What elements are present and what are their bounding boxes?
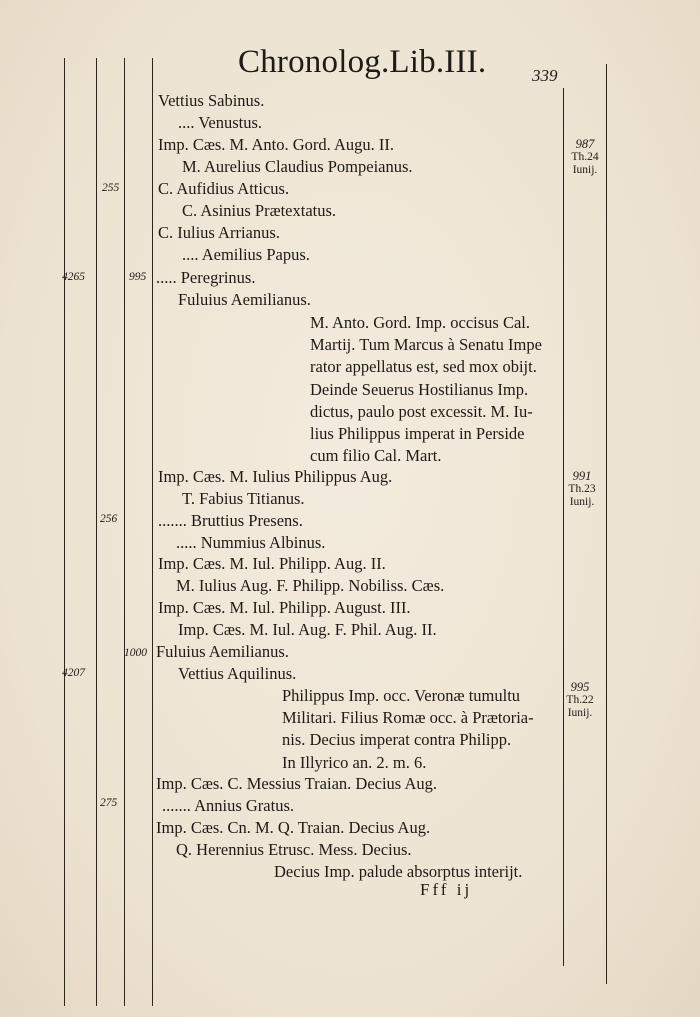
entry-line: T. Fabius Titianus.: [182, 489, 305, 508]
entry-line: Decius Imp. palude absorptus interijt.: [274, 862, 523, 881]
entry-line: M. Aurelius Claudius Pompeianus.: [182, 157, 413, 176]
margin-number: 4207: [62, 667, 85, 679]
entry-line: C. Iulius Arrianus.: [158, 223, 280, 242]
note-line: Philippus Imp. occ. Veronæ tumultu: [282, 686, 521, 705]
note-line: M. Anto. Gord. Imp. occisus Cal.: [310, 313, 530, 332]
right-note-line: Iunij.: [572, 164, 598, 176]
column-rule: [124, 58, 125, 1006]
column-rule: [64, 58, 65, 1006]
note-line: In Illyrico an. 2. m. 6.: [282, 752, 427, 772]
entry-line: Imp. Cæs. M. Iul. Philipp. August. III.: [158, 598, 411, 617]
entry-line: Imp. Cæs. M. Iul. Philipp. Aug. II.: [158, 554, 386, 573]
note-line: lius Philippus imperat in Perside: [310, 424, 525, 443]
entry-line: Imp. Cæs. M. Anto. Gord. Augu. II.: [158, 135, 395, 154]
column-rule: [96, 58, 97, 1006]
right-note-line: Th.23: [568, 483, 596, 495]
entry-line: ..... Nummius Albinus.: [176, 533, 326, 552]
column-rule: [606, 64, 607, 984]
column-rule: [563, 88, 564, 966]
right-margin-note: [558, 681, 602, 720]
right-note-year: 991: [572, 469, 592, 483]
note-line: Deinde Seuerus Hostilianus Imp.: [310, 379, 529, 399]
entry-line: Q. Herennius Etrusc. Mess. Decius.: [176, 840, 412, 859]
page-title: Chronolog.Lib.III.: [238, 44, 487, 80]
margin-number: 275: [100, 797, 118, 809]
entry-line: .... Aemilius Papus.: [182, 245, 310, 264]
right-note-year: 987: [575, 137, 595, 151]
entry-line: M. Iulius Aug. F. Philipp. Nobiliss. Cæs.: [176, 576, 445, 595]
entry-line: Imp. Cæs. M. Iul. Aug. F. Phil. Aug. II.: [178, 620, 437, 639]
entry-line: .... Venustus.: [178, 113, 263, 132]
entry-line: ..... Peregrinus.: [156, 268, 256, 287]
right-margin-note: [563, 138, 607, 177]
entry-line: Fuluius Aemilianus.: [178, 290, 311, 309]
right-note-year: 995: [570, 680, 590, 694]
right-margin-note: [560, 470, 604, 509]
entry-line: Imp. Cæs. C. Messius Traian. Decius Aug.: [156, 774, 437, 793]
note-line: nis. Decius imperat contra Philipp.: [282, 730, 512, 750]
right-note-line: Th.24: [571, 151, 599, 163]
signature-mark: Fff ij: [420, 880, 473, 899]
note-line: Martij. Tum Marcus à Senatu Impe: [310, 335, 542, 355]
margin-number: 256: [100, 513, 118, 525]
entry-line: ....... Bruttius Presens.: [158, 511, 303, 530]
margin-number: 4265: [62, 271, 85, 283]
note-line: dictus, paulo post excessit. M. Iu-: [310, 401, 533, 421]
note-line: Militari. Filius Romæ occ. à Prætoria-: [282, 708, 534, 728]
column-rule: [152, 58, 153, 1006]
entry-line: Vettius Sabinus.: [158, 91, 265, 110]
entry-line: Imp. Cæs. M. Iulius Philippus Aug.: [158, 467, 393, 486]
margin-number: 1000: [124, 647, 147, 659]
right-note-line: Th.22: [566, 694, 594, 706]
right-note-line: Iunij.: [569, 496, 595, 508]
entry-line: Fuluius Aemilianus.: [156, 642, 289, 661]
entry-line: C. Asinius Prætextatus.: [182, 201, 337, 220]
entry-line: ....... Annius Gratus.: [162, 796, 294, 815]
page-number: 339: [532, 66, 558, 85]
note-line: cum filio Cal. Mart.: [310, 446, 442, 466]
right-note-line: Iunij.: [567, 707, 593, 719]
note-line: rator appellatus est, sed mox obijt.: [310, 357, 537, 377]
entry-line: Imp. Cæs. Cn. M. Q. Traian. Decius Aug.: [156, 818, 431, 837]
margin-number: 255: [102, 182, 120, 194]
margin-number: 995: [129, 271, 147, 283]
entry-line: Vettius Aquilinus.: [178, 664, 297, 683]
entry-line: C. Aufidius Atticus.: [158, 179, 290, 198]
